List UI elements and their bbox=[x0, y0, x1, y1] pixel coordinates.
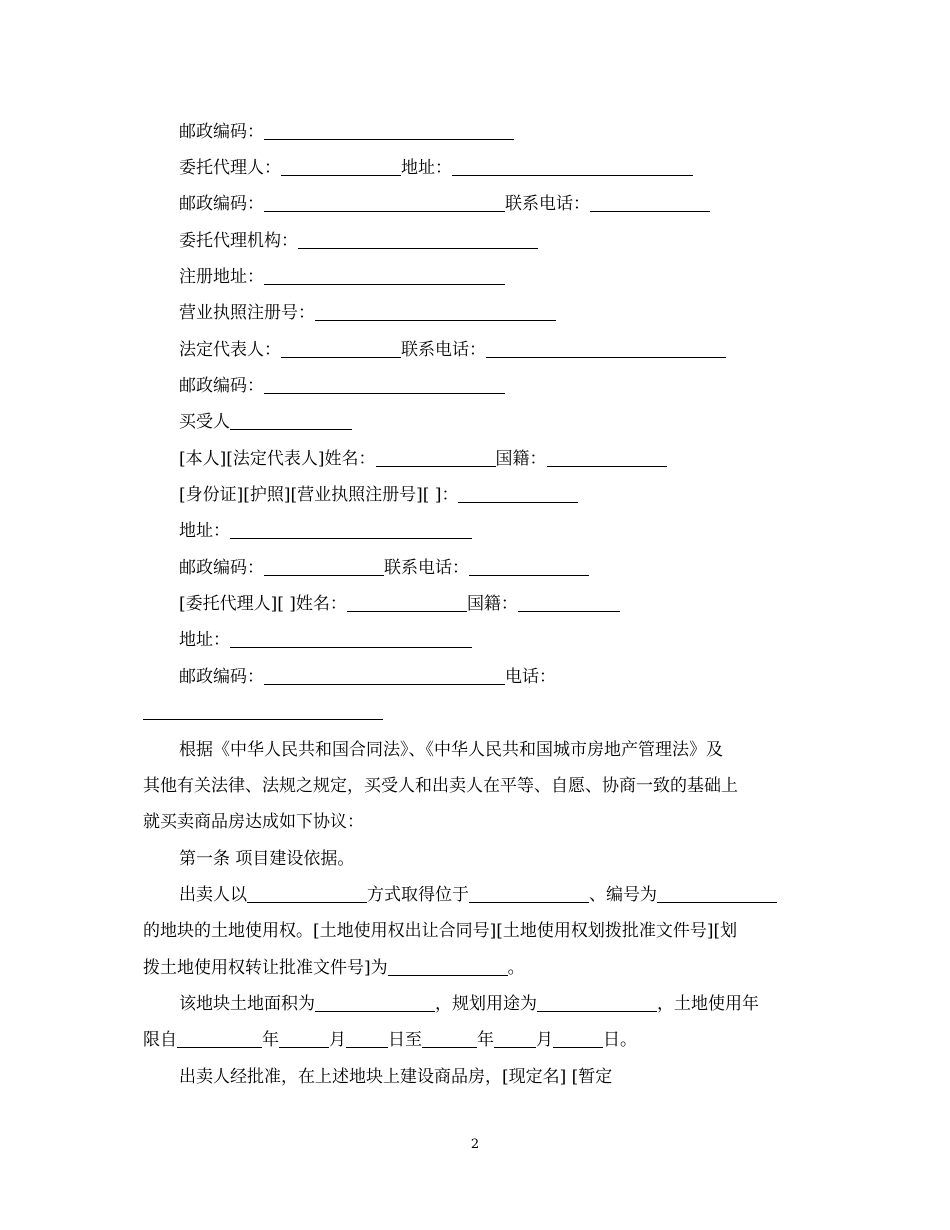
label: 联系电话： bbox=[384, 558, 469, 578]
blank-field bbox=[230, 629, 472, 648]
blank-field bbox=[281, 157, 401, 176]
label: 地址： bbox=[401, 158, 452, 178]
label: 邮政编码： bbox=[179, 376, 264, 396]
buyer-address-line bbox=[179, 518, 472, 544]
label: 联系电话： bbox=[505, 194, 590, 214]
label: 注册地址： bbox=[179, 267, 264, 287]
blank-field bbox=[469, 884, 589, 903]
blank-field bbox=[388, 957, 508, 976]
blank-field bbox=[264, 193, 505, 212]
article-1-title: 第一条 项目建设依据。 bbox=[179, 849, 355, 869]
blank-field bbox=[494, 1029, 536, 1048]
article-1-para-line-3: 拨土地使用权转让批准文件号]为 。 bbox=[143, 958, 525, 978]
blank-field bbox=[590, 193, 710, 212]
blank-field bbox=[264, 266, 505, 285]
article-1-para-line-1: 出卖人以 方式取得位于 、编号为 bbox=[179, 882, 777, 908]
label: 电话： bbox=[505, 667, 556, 687]
legal-rep-line bbox=[179, 337, 726, 363]
blank-field bbox=[376, 448, 496, 467]
blank-field bbox=[279, 1029, 329, 1048]
blank-field bbox=[547, 448, 667, 467]
registered-address-line bbox=[179, 264, 505, 290]
agent-org-line bbox=[179, 228, 538, 254]
seller-agent-line bbox=[179, 155, 693, 181]
buyer-line bbox=[179, 409, 352, 435]
label: 营业执照注册号： bbox=[179, 303, 315, 323]
seller-postal-code-line bbox=[179, 119, 514, 145]
page-number: 2 bbox=[470, 1137, 480, 1152]
blank-field bbox=[452, 157, 693, 176]
label: 地址： bbox=[179, 630, 230, 650]
buyer-agent-line bbox=[179, 591, 620, 617]
label: 国籍： bbox=[495, 449, 547, 469]
blank-field bbox=[657, 884, 777, 903]
blank-field bbox=[486, 339, 726, 358]
seller-agent-postal-line bbox=[179, 191, 710, 217]
buyer-agent-address-line bbox=[179, 627, 472, 653]
org-postal-code-line bbox=[179, 373, 505, 399]
buyer-postal-line bbox=[179, 555, 589, 581]
blank-field bbox=[422, 1029, 477, 1048]
blank-field bbox=[537, 993, 657, 1012]
label: 委托代理人： bbox=[179, 158, 281, 178]
blank-field bbox=[264, 121, 514, 140]
label: 法定代表人： bbox=[179, 340, 281, 360]
land-area-line: 该地块土地面积为 ，规划用途为 ，土地使用年 bbox=[179, 994, 759, 1014]
label: 买受人 bbox=[179, 412, 230, 432]
intro-paragraph-line-1: 根据《中华人民共和国合同法》、《中华人民共和国城市房地产管理法》及 bbox=[179, 740, 723, 760]
article-1-para-line-2: 的地块的土地使用权。[土地使用权出让合同号][土地使用权划拨批准文件号][划 bbox=[143, 921, 738, 941]
buyer-id-line bbox=[179, 482, 578, 508]
blank-field bbox=[553, 1029, 603, 1048]
blank-field bbox=[230, 411, 352, 430]
blank-field bbox=[347, 593, 467, 612]
label: 邮政编码： bbox=[179, 558, 264, 578]
label: [本人][法定代表人]姓名： bbox=[179, 449, 376, 469]
blank-field bbox=[264, 557, 384, 576]
blank-field bbox=[298, 230, 538, 249]
land-term-line: 限自 年 月 日至 年 月 日。 bbox=[143, 1030, 637, 1050]
label: [身份证][护照][营业执照注册号][ ]： bbox=[179, 485, 459, 505]
buyer-agent-postal-line bbox=[179, 664, 556, 690]
buyer-name-line bbox=[179, 446, 667, 472]
blank-field bbox=[230, 520, 472, 539]
label: [委托代理人][ ]姓名： bbox=[179, 594, 347, 614]
label: 联系电话： bbox=[401, 340, 486, 360]
blank-field bbox=[315, 993, 435, 1012]
blank-field bbox=[469, 557, 589, 576]
blank-field bbox=[177, 1029, 262, 1048]
blank-field bbox=[458, 484, 578, 503]
label: 地址： bbox=[179, 521, 230, 541]
blank-field bbox=[518, 593, 620, 612]
blank-field bbox=[247, 884, 367, 903]
label: 邮政编码： bbox=[179, 667, 264, 687]
blank-field bbox=[315, 302, 556, 321]
phone-continuation-blank bbox=[143, 719, 383, 720]
building-approval-line: 出卖人经批准，在上述地块上建设商品房，[现定名] [暂定 bbox=[179, 1067, 613, 1087]
blank-field bbox=[264, 375, 505, 394]
label: 国籍： bbox=[466, 594, 518, 614]
label: 邮政编码： bbox=[179, 122, 264, 142]
label: 邮政编码： bbox=[179, 194, 264, 214]
intro-paragraph-line-3: 就买卖商品房达成如下协议： bbox=[143, 812, 364, 832]
intro-paragraph-line-2: 其他有关法律、法规之规定，买受人和出卖人在平等、自愿、协商一致的基础上 bbox=[143, 776, 738, 796]
label: 委托代理机构： bbox=[179, 231, 298, 251]
blank-field bbox=[264, 666, 505, 685]
blank-field bbox=[281, 339, 401, 358]
business-license-line bbox=[179, 300, 556, 326]
blank-field bbox=[346, 1029, 388, 1048]
